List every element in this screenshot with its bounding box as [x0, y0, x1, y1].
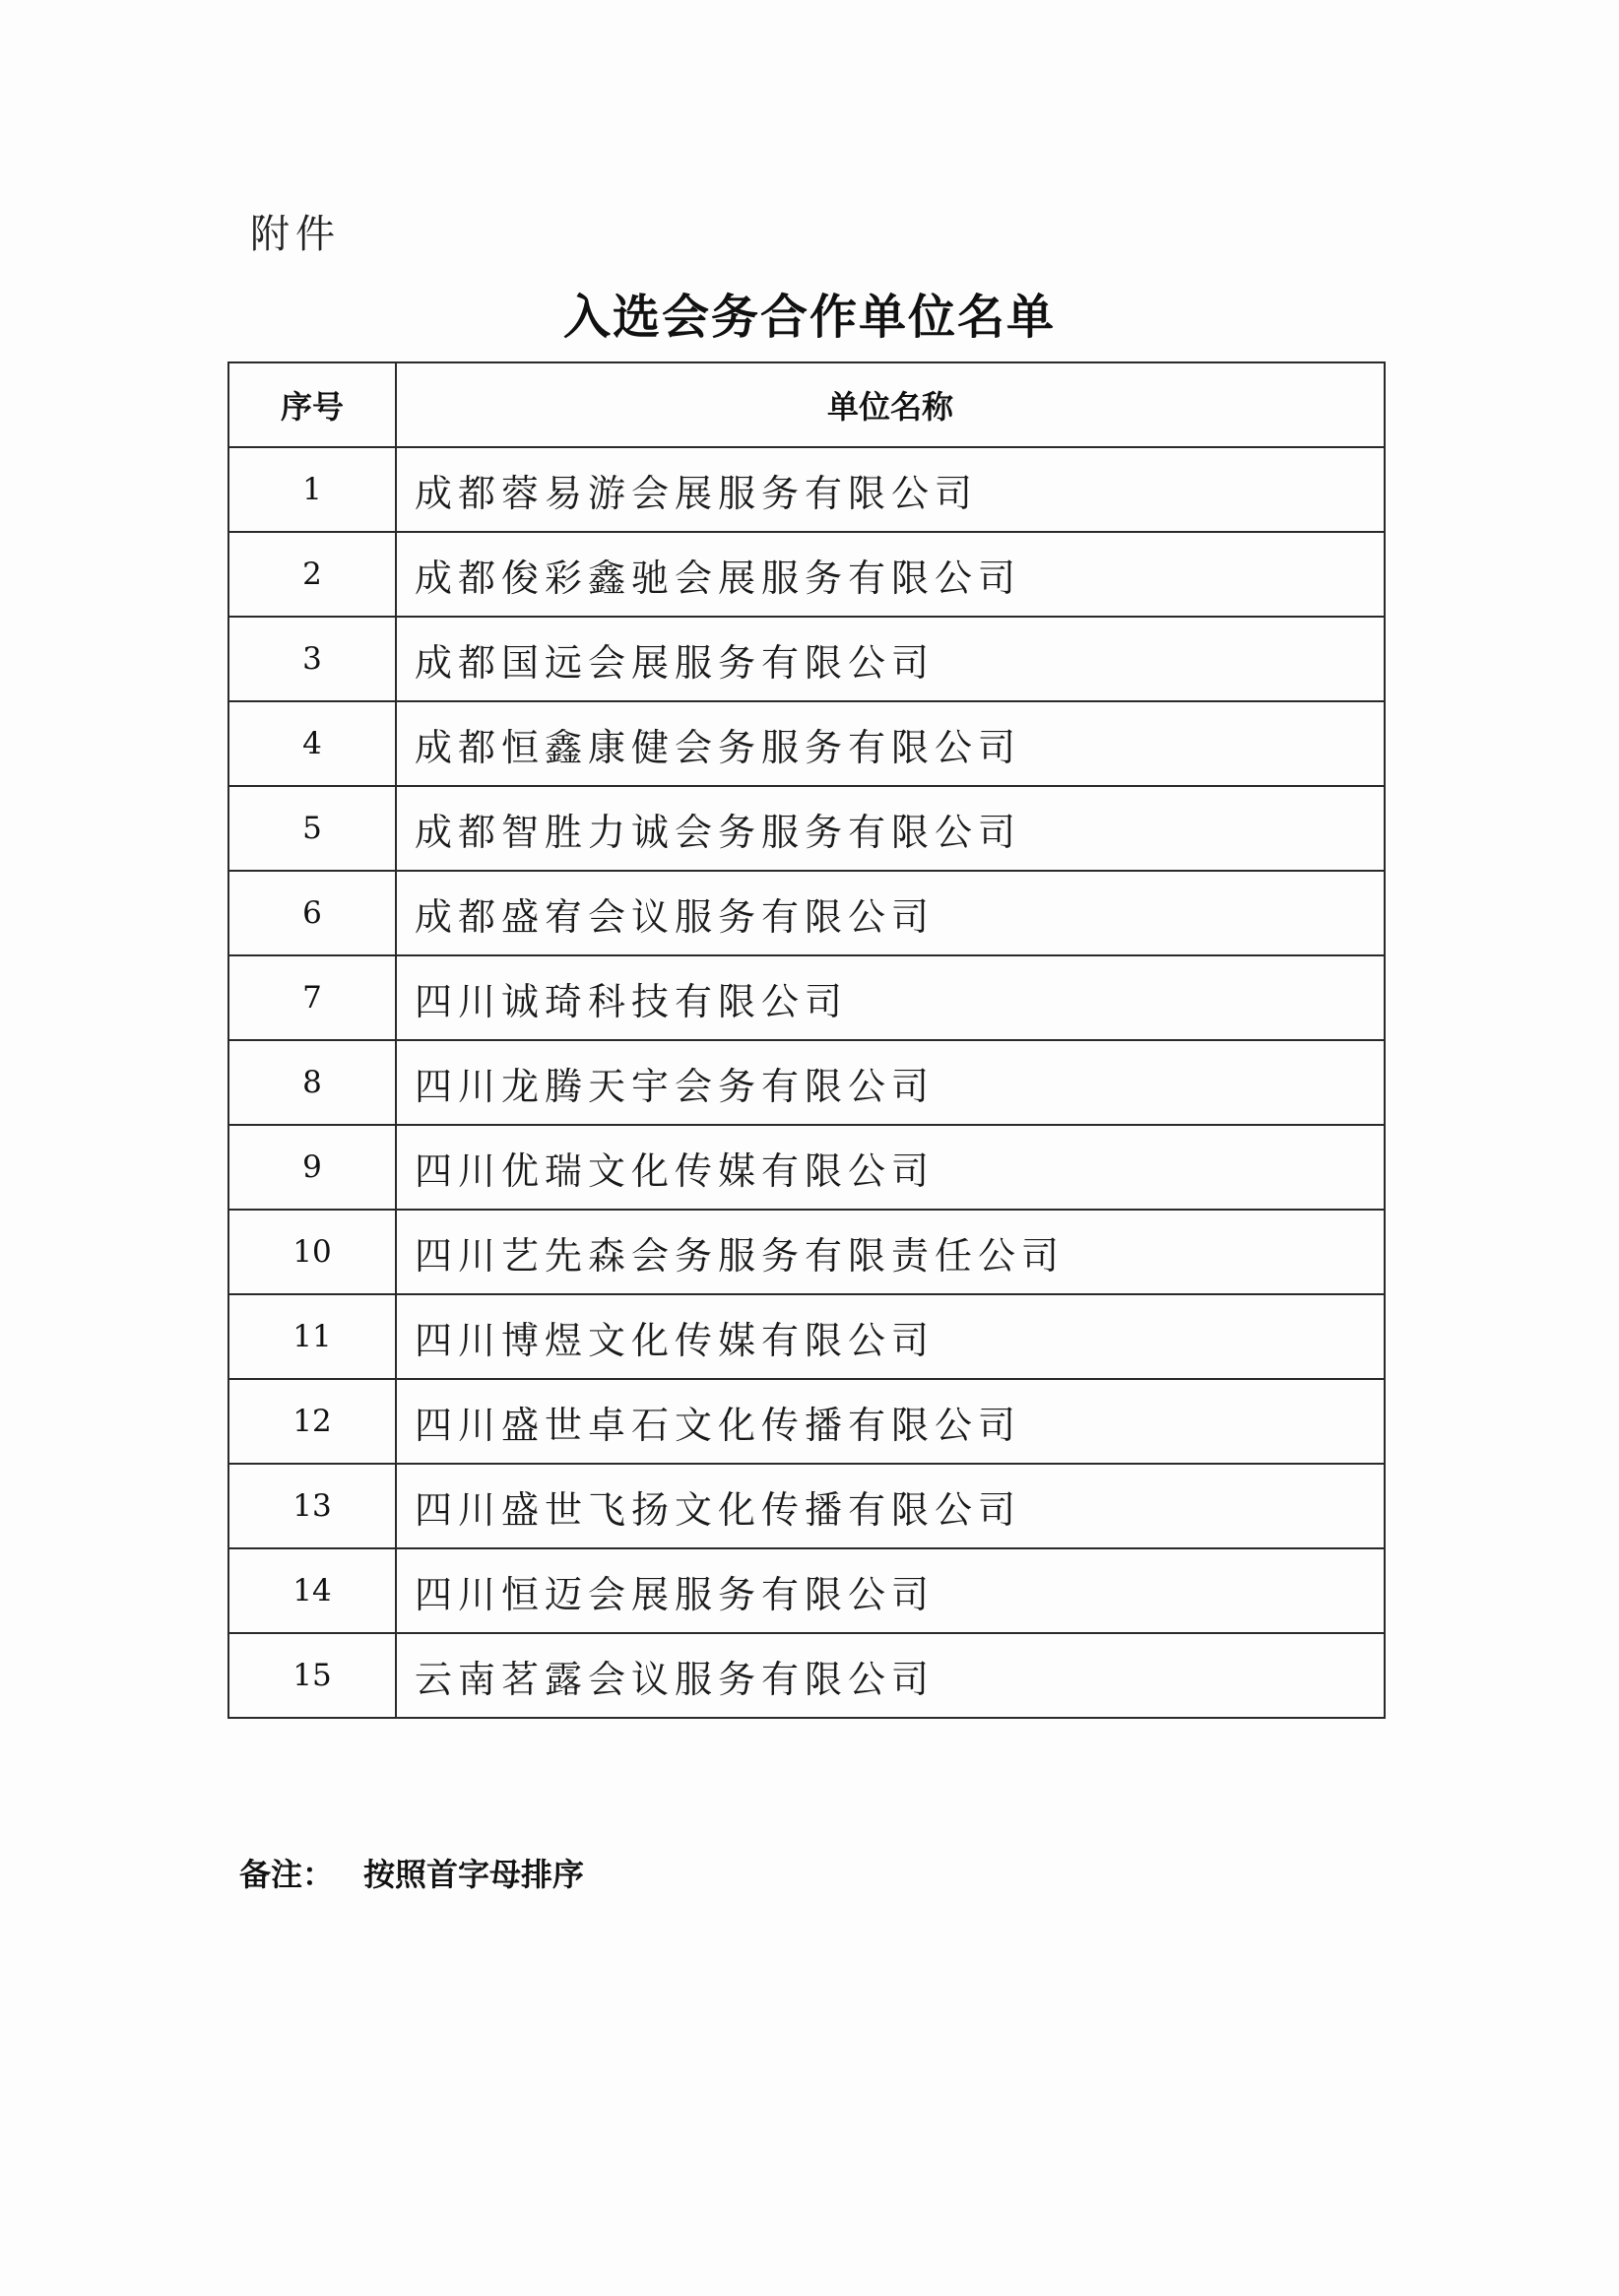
row-company-name: 成都蓉易游会展服务有限公司	[396, 447, 1385, 532]
table-row	[228, 955, 1385, 1040]
table-row	[228, 701, 1385, 786]
remark-text: 按照首字母排序	[363, 1856, 585, 1893]
row-seq: 4	[228, 701, 396, 786]
table-row	[228, 1040, 1385, 1125]
row-seq: 6	[228, 871, 396, 955]
company-list-table	[227, 361, 1386, 1719]
row-company-name: 云南茗露会议服务有限公司	[396, 1633, 1385, 1718]
row-company-name: 四川龙腾天宇会务有限公司	[396, 1040, 1385, 1125]
header-name: 单位名称	[396, 362, 1385, 447]
row-company-name: 四川盛世飞扬文化传播有限公司	[396, 1464, 1385, 1548]
remark-note	[239, 1850, 584, 1895]
row-seq: 5	[228, 786, 396, 871]
table-row	[228, 1633, 1385, 1718]
table-row	[228, 786, 1385, 871]
row-seq: 10	[228, 1210, 396, 1294]
table-row	[228, 1294, 1385, 1379]
row-company-name: 四川艺先森会务服务有限责任公司	[396, 1210, 1385, 1294]
header-seq: 序号	[228, 362, 396, 447]
attachment-label: 附件	[250, 212, 341, 257]
remark-label: 备注：	[239, 1856, 335, 1893]
table-row	[228, 532, 1385, 617]
row-seq: 3	[228, 617, 396, 701]
row-seq: 9	[228, 1125, 396, 1210]
document-title: 入选会务合作单位名单	[562, 290, 1056, 345]
row-seq: 13	[228, 1464, 396, 1548]
row-seq: 8	[228, 1040, 396, 1125]
row-seq: 7	[228, 955, 396, 1040]
row-company-name: 成都俊彩鑫驰会展服务有限公司	[396, 532, 1385, 617]
table-row	[228, 1548, 1385, 1633]
row-company-name: 四川优瑞文化传媒有限公司	[396, 1125, 1385, 1210]
row-company-name: 成都盛宥会议服务有限公司	[396, 871, 1385, 955]
table-row	[228, 1125, 1385, 1210]
row-company-name: 四川博煜文化传媒有限公司	[396, 1294, 1385, 1379]
row-seq: 11	[228, 1294, 396, 1379]
table-row	[228, 1210, 1385, 1294]
table-row	[228, 1379, 1385, 1464]
table-row	[228, 617, 1385, 701]
table-row	[228, 447, 1385, 532]
row-seq: 2	[228, 532, 396, 617]
row-company-name: 成都智胜力诚会务服务有限公司	[396, 786, 1385, 871]
row-company-name: 四川恒迈会展服务有限公司	[396, 1548, 1385, 1633]
row-company-name: 成都国远会展服务有限公司	[396, 617, 1385, 701]
table-row	[228, 871, 1385, 955]
row-seq: 1	[228, 447, 396, 532]
table-header-row	[228, 362, 1385, 447]
row-seq: 12	[228, 1379, 396, 1464]
row-company-name: 四川盛世卓石文化传播有限公司	[396, 1379, 1385, 1464]
row-company-name: 四川诚琦科技有限公司	[396, 955, 1385, 1040]
row-company-name: 成都恒鑫康健会务服务有限公司	[396, 701, 1385, 786]
table-row	[228, 1464, 1385, 1548]
row-seq: 14	[228, 1548, 396, 1633]
row-seq: 15	[228, 1633, 396, 1718]
